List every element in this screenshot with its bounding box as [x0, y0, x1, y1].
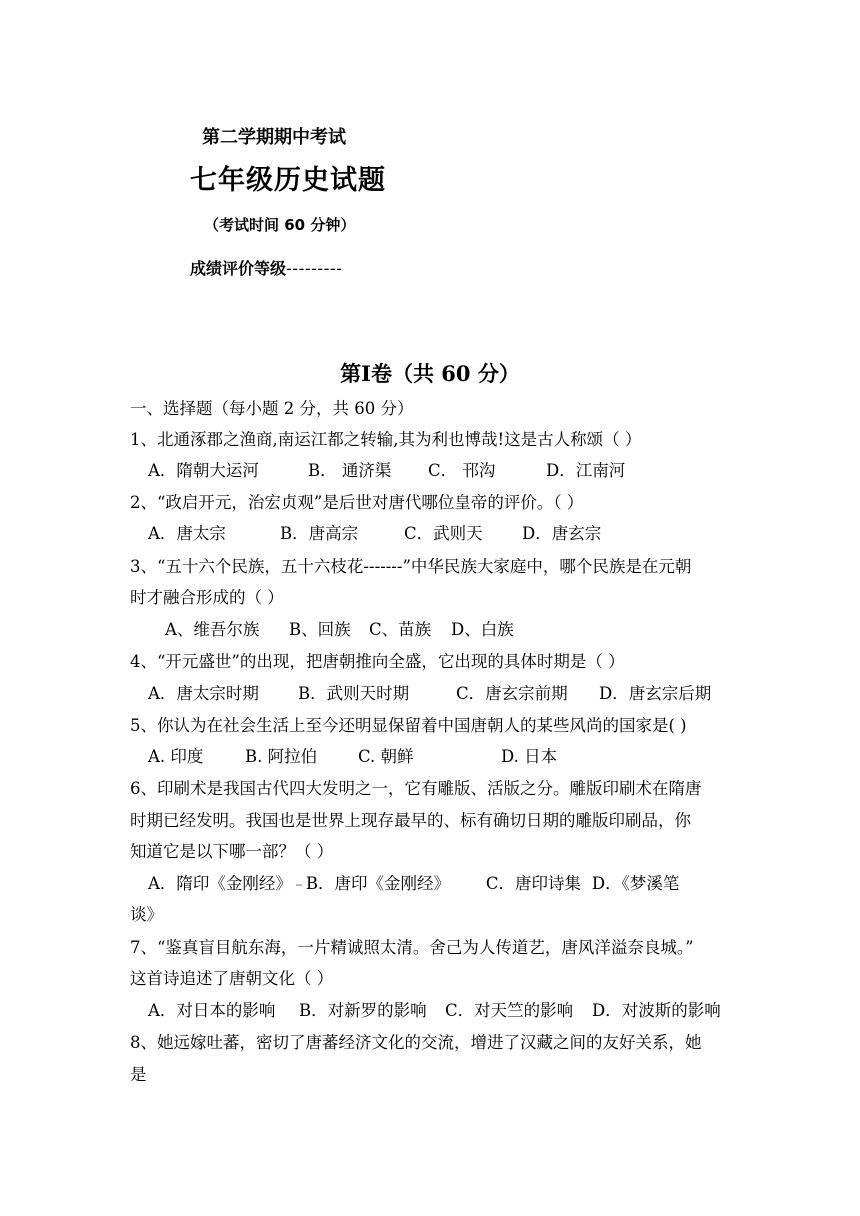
question-8-stem-line1: 8、她远嫁吐蕃，密切了唐蕃经济文化的交流，增进了汉藏之间的友好关系，她 [130, 1033, 702, 1052]
option-d: D、白族 [451, 620, 514, 639]
option-c: C. 朝鲜 [358, 747, 414, 766]
option-b: B．对新罗的影响 [299, 1001, 427, 1020]
option-d: D. 日本 [501, 747, 558, 766]
question-1-stem: 1、北通涿郡之渔商,南运江都之转输,其为利也博哉!这是古人称颂（ ） [130, 430, 642, 449]
exam-duration: （考试时间 60 分钟） [204, 216, 356, 234]
option-b: B．唐高宗 [280, 524, 359, 543]
question-6-stem-line1: 6、印刷术是我国古代四大发明之一，它有雕版、活版之分。雕版印刷术在隋唐 [130, 779, 702, 798]
question-4-options [148, 683, 711, 705]
option-b: B．武则天时期 [298, 684, 410, 703]
question-1-options [148, 460, 625, 482]
option-a: A．对日本的影响 [148, 1001, 276, 1020]
question-4-stem: 4、“开元盛世”的出现，把唐朝推向全盛，它出现的具体时期是（ ） [130, 652, 625, 671]
option-a: A. 印度 [148, 747, 204, 766]
question-3-options [165, 619, 514, 641]
section-title: 一、选择题（每小题 2 分，共 60 分） [130, 399, 414, 418]
question-8-stem-line2: 是 [130, 1065, 147, 1084]
option-d: D．唐玄宗 [522, 524, 602, 543]
option-d: D．江南河 [546, 461, 626, 480]
option-b: B、回族 [289, 620, 351, 639]
option-a: A．唐太宗 [148, 524, 226, 543]
grade-blank: --------- [286, 259, 343, 278]
option-d: D．《梦溪笔 [591, 874, 680, 893]
option-c: C． 邗沟 [428, 461, 496, 480]
option-c: C．武则天 [404, 524, 483, 543]
option-a: A、维吾尔族 [165, 620, 260, 639]
option-c: C．对天竺的影响 [445, 1001, 574, 1020]
option-a: A．隋朝大运河 [148, 461, 259, 480]
question-7-stem-line2: 这首诗追述了唐朝文化（ ） [130, 969, 334, 988]
question-6-stem-line3: 知道它是以下哪一部？（ ） [130, 842, 334, 861]
option-b: B. 阿拉伯 [245, 747, 318, 766]
question-6-stem-line2: 时期已经发明。我国也是世界上现存最早的、标有确切日期的雕版印刷品，你 [130, 811, 691, 830]
option-c: C．唐玄宗前期 [456, 684, 568, 703]
question-5-stem: 5、你认为在社会生活上至今还明显保留着中国唐朝人的某些风尚的国家是( ) [130, 716, 687, 735]
option-d: D．唐玄宗后期 [599, 684, 712, 703]
question-2-options [148, 523, 601, 545]
question-2-stem: 2、“政启开元，治宏贞观”是后世对唐代哪位皇帝的评价。（ ） [130, 493, 584, 512]
print-smudge [296, 884, 302, 886]
option-b: B．唐印《金刚经》 [305, 874, 451, 893]
question-6-option-d-continued: 谈》 [130, 905, 163, 924]
exam-term-title: 第二学期期中考试 [202, 127, 346, 148]
question-5-options [148, 746, 557, 768]
option-d: D．对波斯的影响 [592, 1001, 721, 1020]
option-b: B． 通济渠 [308, 461, 392, 480]
option-c: C．唐印诗集 [485, 874, 582, 893]
option-a: A．唐太宗时期 [148, 684, 259, 703]
part-title: 第Ⅰ卷（共 60 分） [340, 361, 520, 386]
option-c: C、苗族 [369, 620, 432, 639]
question-7-options [148, 1000, 721, 1022]
question-3-stem-line2: 时才融合形成的（ ） [130, 588, 284, 607]
question-3-stem-line1: 3、“五十六个民族，五十六枝花-------”中华民族大家庭中，哪个民族是在元朝 [130, 557, 692, 576]
question-6-options [148, 873, 679, 895]
grade-line [190, 256, 342, 279]
exam-subject-title: 七年级历史试题 [190, 165, 386, 196]
option-a: A．隋印《金刚经》 [148, 874, 292, 893]
question-7-stem-line1: 7、“鉴真盲目航东海，一片精诚照太清。舍己为人传道艺，唐风洋溢奈良城。” [130, 938, 694, 957]
grade-label: 成绩评价等级 [190, 259, 287, 278]
